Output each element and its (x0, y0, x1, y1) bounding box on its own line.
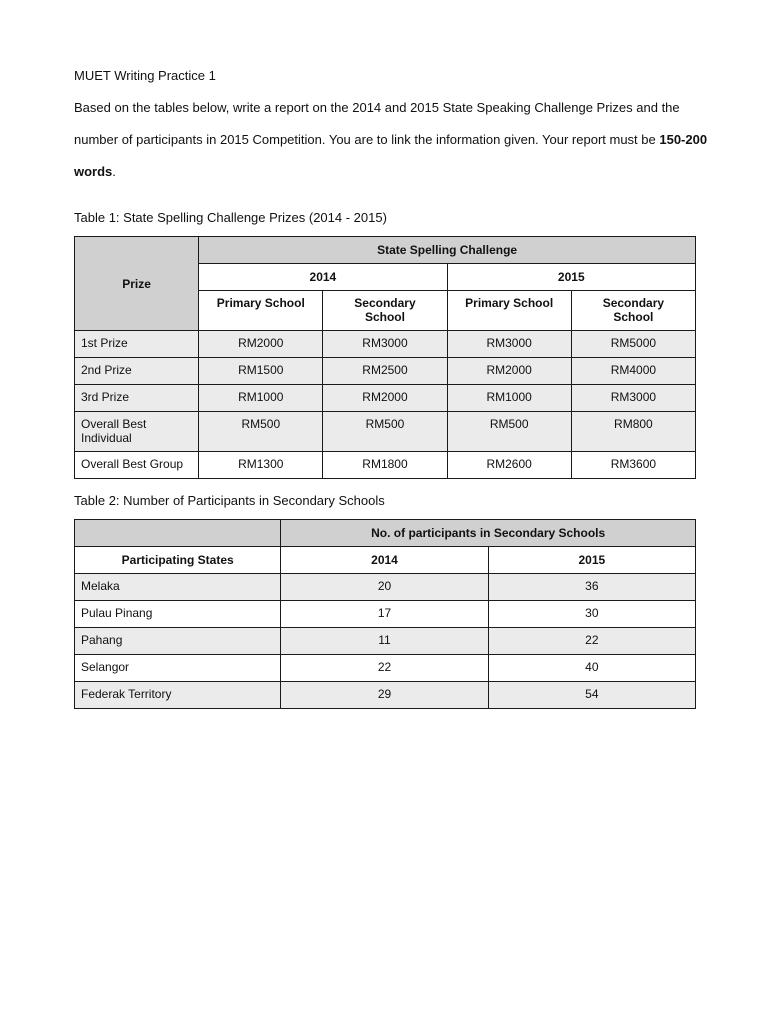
state-name: Federak Territory (75, 682, 281, 709)
cell-value: RM2600 (447, 452, 571, 479)
row-label: Overall Best Individual (75, 412, 199, 452)
primary-school-2014-header: Primary School (199, 291, 323, 331)
cell-value: RM2000 (323, 385, 447, 412)
table-row (75, 358, 696, 385)
cell-value: RM2000 (199, 331, 323, 358)
primary-school-2015-header: Primary School (447, 291, 571, 331)
cell-value: 17 (281, 601, 488, 628)
cell-value: RM1000 (447, 385, 571, 412)
cell-value: RM3600 (571, 452, 695, 479)
cell-value: RM5000 (571, 331, 695, 358)
cell-value: 22 (281, 655, 488, 682)
table-row (75, 385, 696, 412)
cell-value: RM1300 (199, 452, 323, 479)
secondary-school-2015-header: Secondary School (571, 291, 695, 331)
cell-value: 11 (281, 628, 488, 655)
table-row (75, 331, 696, 358)
states-column-header: Participating States (75, 547, 281, 574)
participants-group-header: No. of participants in Secondary Schools (281, 520, 696, 547)
cell-value: RM500 (447, 412, 571, 452)
year-header-2014: 2014 (199, 264, 447, 291)
cell-value: RM500 (323, 412, 447, 452)
table1-caption: Table 1: State Spelling Challenge Prizes (2014 - 2015) (74, 210, 387, 225)
cell-value: RM500 (199, 412, 323, 452)
table2-caption: Table 2: Number of Participants in Secondary Schools (74, 493, 385, 508)
cell-value: RM3000 (571, 385, 695, 412)
cell-value: 20 (281, 574, 488, 601)
table-row (75, 655, 696, 682)
state-name: Pahang (75, 628, 281, 655)
table-row (75, 574, 696, 601)
cell-value: RM1800 (323, 452, 447, 479)
prize-column-header: Prize (75, 237, 199, 331)
cell-value: RM3000 (447, 331, 571, 358)
secondary-school-2014-header: Secondary School (323, 291, 447, 331)
cell-value: RM4000 (571, 358, 695, 385)
table-row (75, 682, 696, 709)
cell-value: RM2000 (447, 358, 571, 385)
group-header: State Spelling Challenge (199, 237, 696, 264)
row-label: 2nd Prize (75, 358, 199, 385)
table-row (75, 628, 696, 655)
table-row (75, 452, 696, 479)
cell-value: RM800 (571, 412, 695, 452)
year-header-2015: 2015 (447, 264, 695, 291)
cell-value: 29 (281, 682, 488, 709)
year-header-2014: 2014 (281, 547, 488, 574)
year-header-2015: 2015 (488, 547, 695, 574)
cell-value: 30 (488, 601, 695, 628)
row-label: 3rd Prize (75, 385, 199, 412)
instructions (74, 92, 714, 188)
cell-value: RM1500 (199, 358, 323, 385)
table-row (75, 412, 696, 452)
cell-value: RM2500 (323, 358, 447, 385)
cell-value: RM1000 (199, 385, 323, 412)
table-row (75, 601, 696, 628)
cell-value: 54 (488, 682, 695, 709)
row-label: Overall Best Group (75, 452, 199, 479)
participants-table (74, 519, 696, 709)
cell-value: 36 (488, 574, 695, 601)
instructions-text: Based on the tables below, write a report on the 2014 and 2015 State Speaking Challenge Prizes and the number of participants in 2015 Competition. You are to link the information given. Your report must be (74, 100, 680, 147)
doc-title: MUET Writing Practice 1 (74, 68, 216, 83)
state-name: Melaka (75, 574, 281, 601)
row-label: 1st Prize (75, 331, 199, 358)
state-name: Selangor (75, 655, 281, 682)
instructions-end: . (112, 164, 116, 179)
cell-value: RM3000 (323, 331, 447, 358)
blank-header-cell (75, 520, 281, 547)
cell-value: 22 (488, 628, 695, 655)
cell-value: 40 (488, 655, 695, 682)
word-count-requirement: 150-200 words (74, 132, 708, 179)
prizes-table (74, 236, 696, 479)
state-name: Pulau Pinang (75, 601, 281, 628)
